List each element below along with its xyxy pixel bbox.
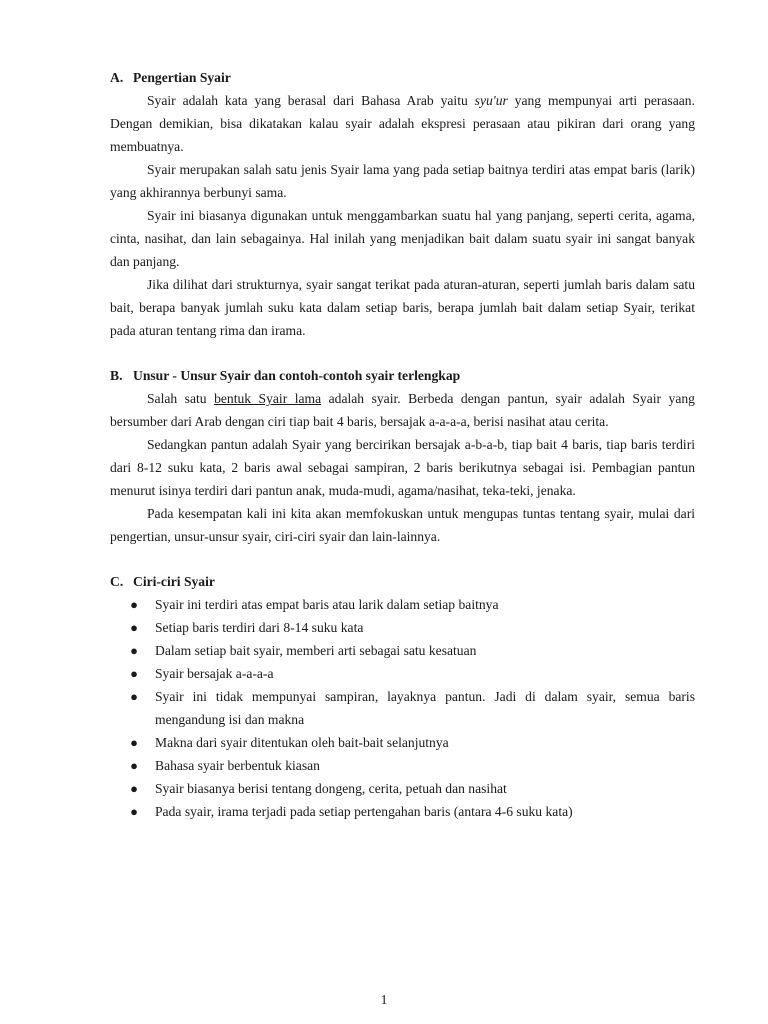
ciri-ciri-list <box>110 593 695 823</box>
list-item <box>110 685 695 731</box>
section-a-title: Pengertian Syair <box>133 70 231 85</box>
bullet-icon: ● <box>130 758 138 773</box>
bullet-icon: ● <box>130 689 138 704</box>
list-item <box>110 593 695 616</box>
list-item-text: Dalam setiap bait syair, memberi arti sebagai satu kesatuan <box>155 643 477 658</box>
list-item <box>110 731 695 754</box>
section-a-paragraph-4: Jika dilihat dari strukturnya, syair sangat terikat pada aturan-aturan, seperti jumlah baris dalam satu bait, berapa banyak jumlah suku kata dalam setiap baris, berapa jumlah bait dalam setiap Syair, terikat pada aturan tentang rima dan irama. <box>110 277 695 338</box>
list-item <box>110 616 695 639</box>
list-item <box>110 639 695 662</box>
section-a-p1-before: Syair adalah kata yang berasal dari Bahasa Arab yaitu <box>147 93 475 108</box>
list-item-text: Bahasa syair berbentuk kiasan <box>155 758 320 773</box>
list-item-text: Syair ini terdiri atas empat baris atau larik dalam setiap baitnya <box>155 597 499 612</box>
section-b-p1-before: Salah satu <box>147 391 215 406</box>
bullet-icon: ● <box>130 804 138 819</box>
list-item-text: Syair bersajak a-a-a-a <box>155 666 274 681</box>
section-b-heading <box>110 364 695 387</box>
list-item-text: Pada syair, irama terjadi pada setiap pertengahan baris (antara 4-6 suku kata) <box>155 804 573 819</box>
list-item-text: Setiap baris terdiri dari 8-14 suku kata <box>155 620 364 635</box>
section-c-title: Ciri-ciri Syair <box>133 574 215 589</box>
document-page <box>110 66 695 823</box>
list-item <box>110 662 695 685</box>
bullet-icon: ● <box>130 643 138 658</box>
section-b-p1-after: adalah syair. Berbeda dengan pantun, syair adalah Syair yang bersumber dari Arab dengan ciri tiap bait 4 baris, bersajak a-a-a-a, berisi nasihat atau cerita. <box>110 391 695 429</box>
list-item <box>110 777 695 800</box>
section-a-paragraph-3: Syair ini biasanya digunakan untuk menggambarkan suatu hal yang panjang, seperti cerita, agama, cinta, nasihat, dan lain sebagainya. Hal inilah yang menjadikan bait dalam suatu syair ini sangat banyak dan panjang. <box>110 208 695 269</box>
page-number: 1 <box>380 992 388 1007</box>
section-b-letter: B. <box>110 368 123 383</box>
section-a-paragraph-1 <box>110 89 695 158</box>
section-a-p1-after: yang mempunyai arti perasaan. Dengan demikian, bisa dikatakan kalau syair adalah ekspresi perasaan atau pikiran dari orang yang membuatnya. <box>110 93 695 154</box>
section-b-title: Unsur - Unsur Syair dan contoh-contoh syair terlengkap <box>133 368 461 383</box>
section-a-paragraph-2: Syair merupakan salah satu jenis Syair lama yang pada setiap baitnya terdiri atas empat baris (larik) yang akhirannya berbunyi sama. <box>110 162 695 200</box>
bullet-icon: ● <box>130 620 138 635</box>
bullet-icon: ● <box>130 735 138 750</box>
section-spacer <box>110 548 695 570</box>
section-a-heading <box>110 66 695 89</box>
section-c-heading <box>110 570 695 593</box>
section-b-paragraph-1 <box>110 387 695 433</box>
list-item <box>110 754 695 777</box>
bentuk-syair-lama-link[interactable]: bentuk Syair lama <box>214 391 322 406</box>
list-item <box>110 800 695 823</box>
section-a-p1-term: syu'ur <box>474 93 508 108</box>
bullet-icon: ● <box>130 781 138 796</box>
section-b-paragraph-3: Pada kesempatan kali ini kita akan memfokuskan untuk mengupas tuntas tentang syair, mulai dari pengertian, unsur-unsur syair, ciri-ciri syair dan lain-lainnya. <box>110 506 695 544</box>
section-spacer <box>110 342 695 364</box>
bullet-icon: ● <box>130 597 138 612</box>
list-item-text: Syair biasanya berisi tentang dongeng, cerita, petuah dan nasihat <box>155 781 507 796</box>
section-a-letter: A. <box>110 70 124 85</box>
bullet-icon: ● <box>130 666 138 681</box>
list-item-text: Makna dari syair ditentukan oleh bait-bait selanjutnya <box>155 735 449 750</box>
section-c-letter: C. <box>110 574 124 589</box>
list-item-text: Syair ini tidak mempunyai sampiran, layaknya pantun. Jadi di dalam syair, semua baris mengandung isi dan makna <box>155 689 695 727</box>
section-b-paragraph-2: Sedangkan pantun adalah Syair yang bercirikan bersajak a-b-a-b, tiap bait 4 baris, tiap baris terdiri dari 8-12 suku kata, 2 baris awal sebagai sampiran, 2 baris berikutnya sebagai isi. Pembagian pantun menurut isinya terdiri dari pantun anak, muda-mudi, agama/nasihat, teka-teki, jenaka. <box>110 437 695 498</box>
